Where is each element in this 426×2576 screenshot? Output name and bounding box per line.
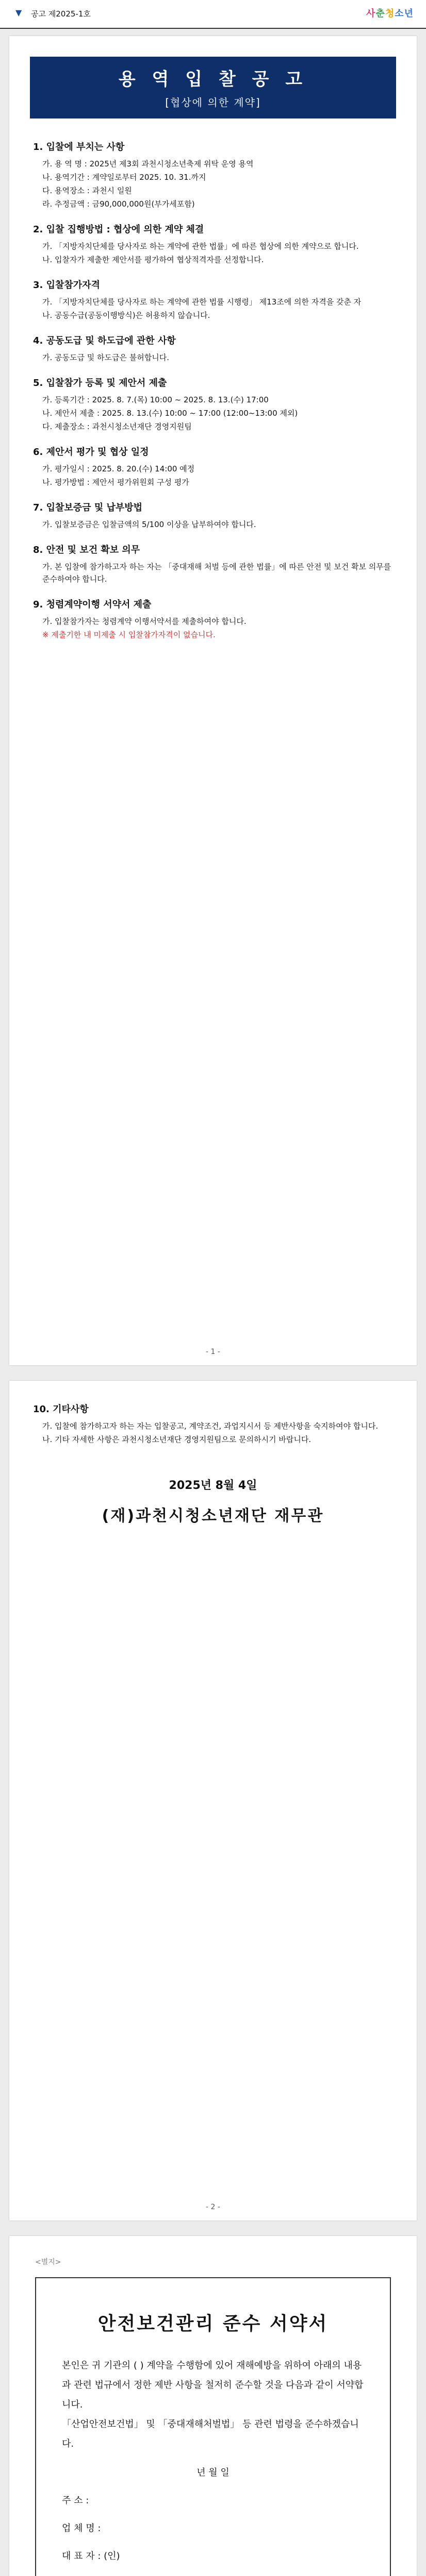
section-line: 가. 입찰에 참가하고자 하는 자는 입찰공고, 계약조건, 과업지시서 등 제반사항을 숙지하여야 합니다. [42, 1421, 379, 1431]
sign-field: 대 표 자 : (인) [62, 2551, 120, 2562]
section-line: 가. 용 역 명 : 2025년 제3회 과천시청소년축제 위탁 운영 용역 [42, 159, 254, 168]
section-line: 다. 제출장소 : 과천시청소년재단 경영지원팀 [42, 422, 192, 431]
section-line: 나. 기타 자세한 사항은 과천시청소년재단 경영지원팀으로 문의하시기 바랍니다. [42, 1435, 312, 1444]
section-line: 가. 공동도급 및 하도급은 불허합니다. [42, 353, 169, 362]
page-3 [9, 2236, 417, 2576]
section-line: 가. 평가일시 : 2025. 8. 20.(수) 14:00 예정 [42, 464, 195, 473]
section-line: 나. 공동수급(공동이행방식)은 허용하지 않습니다. [42, 311, 210, 320]
sign-field: 업 체 명 : [62, 2523, 101, 2534]
pledge-title: 안전보건관리 준수 서약서 [97, 2313, 329, 2334]
section-line: 나. 용역기간 : 계약일로부터 2025. 10. 31.까지 [42, 173, 206, 182]
notice-body [9, 118, 417, 641]
notice-issuer: (재)과천시청소년재단 재무관 [102, 1507, 324, 1525]
section-heading: 5. 입찰참가 등록 및 제안서 제출 [33, 378, 167, 388]
section-line: 가. 입찰참가자는 청렴계약 이행서약서를 제출하여야 합니다. [42, 617, 247, 626]
section-heading: 9. 청렴계약이행 서약서 제출 [33, 599, 152, 610]
section-heading: 10. 기타사항 [33, 1404, 89, 1415]
section-heading: 3. 입찰참가자격 [33, 280, 100, 291]
section-line: 나. 입찰자가 제출한 제안서를 평가하여 협상적격자를 선정합니다. [42, 255, 264, 264]
title-banner [30, 57, 396, 118]
notice-date: 2025년 8월 4일 [169, 1479, 257, 1492]
doc-number: 공고 제2025-1호 [31, 9, 91, 19]
section-heading: 6. 제안서 평가 및 협상 일정 [33, 447, 149, 457]
section-heading: 1. 입찰에 부치는 사항 [33, 142, 125, 152]
page-number: - 1 - [206, 1348, 220, 1356]
section-heading: 2. 입찰 집행방법 : 협상에 의한 계약 체결 [33, 224, 204, 235]
emblem-icon: ▼ [15, 8, 22, 18]
section-heading: 4. 공동도급 및 하도급에 관한 사항 [33, 335, 176, 346]
pledge-frame [35, 2277, 391, 2576]
pledge-paragraph-2: 「산업안전보건법」 및 「중대재해처벌법」 등 관련 법령을 준수하겠습니다. [62, 2419, 359, 2449]
page-title: 용 역 입 찰 공 고 [118, 69, 308, 90]
section-line: 가. 「지방자치단체를 당사자로 하는 계약에 관한 법률 시행령」 제13조에 의한 자격을 갖춘 자 [42, 297, 362, 307]
section-heading: 7. 입찰보증금 및 납부방법 [33, 502, 143, 513]
signature-block [36, 2454, 390, 2570]
pledge-body [36, 2335, 390, 2454]
section-line: 가. 「지방자치단체를 당사자로 하는 계약에 관한 법률」에 따른 협상에 의한 계약으로 합니다. [42, 242, 359, 251]
section-heading: 8. 안전 및 보건 확보 의무 [33, 545, 140, 555]
section-line: 나. 평가방법 : 제안서 평가위원회 구성 평가 [42, 478, 189, 487]
pledge-paragraph: 본인은 귀 기관의 ( ) 계약을 수행함에 있어 재해예방을 위하여 아래의 내용과 관련 법규에서 정한 제반 사항을 철저히 준수할 것을 다음과 같이 서약합니다. [62, 2360, 364, 2410]
notice-body-2 [9, 1381, 417, 1446]
sign-field: 주 소 : [62, 2495, 89, 2506]
page-1 [9, 36, 417, 1365]
sign-date: 년 월 일 [196, 2467, 230, 2478]
notice-warning: ※ 제출기한 내 미제출 시 입찰참가자격이 없습니다. [42, 630, 216, 639]
section-line: 가. 등록기간 : 2025. 8. 7.(목) 10:00 ~ 2025. 8. 13.(수) 17:00 [42, 395, 269, 404]
brand-logo: 사춘청소년 [366, 8, 414, 19]
section-line: 라. 추정금액 : 금90,000,000원(부가세포함) [42, 199, 195, 209]
page-subtitle: [협상에 의한 계약] [165, 96, 261, 109]
annex-label: <별지> [35, 2258, 61, 2266]
section-line: 나. 제안서 제출 : 2025. 8. 13.(수) 10:00 ~ 17:00 (12:00~13:00 제외) [42, 409, 298, 418]
page-number: - 2 - [206, 2203, 220, 2211]
document-header [0, 0, 426, 29]
page-2 [9, 1381, 417, 2221]
section-line: 가. 입찰보증금은 입찰금액의 5/100 이상을 납부하여야 합니다. [42, 520, 256, 529]
section-line: 다. 용역장소 : 과천시 일원 [42, 186, 132, 195]
section-line: 가. 본 입찰에 참가하고자 하는 자는 「중대재해 처벌 등에 관한 법률」에 따른 안전 및 보건 확보 의무를 준수하여야 합니다. [42, 562, 391, 584]
